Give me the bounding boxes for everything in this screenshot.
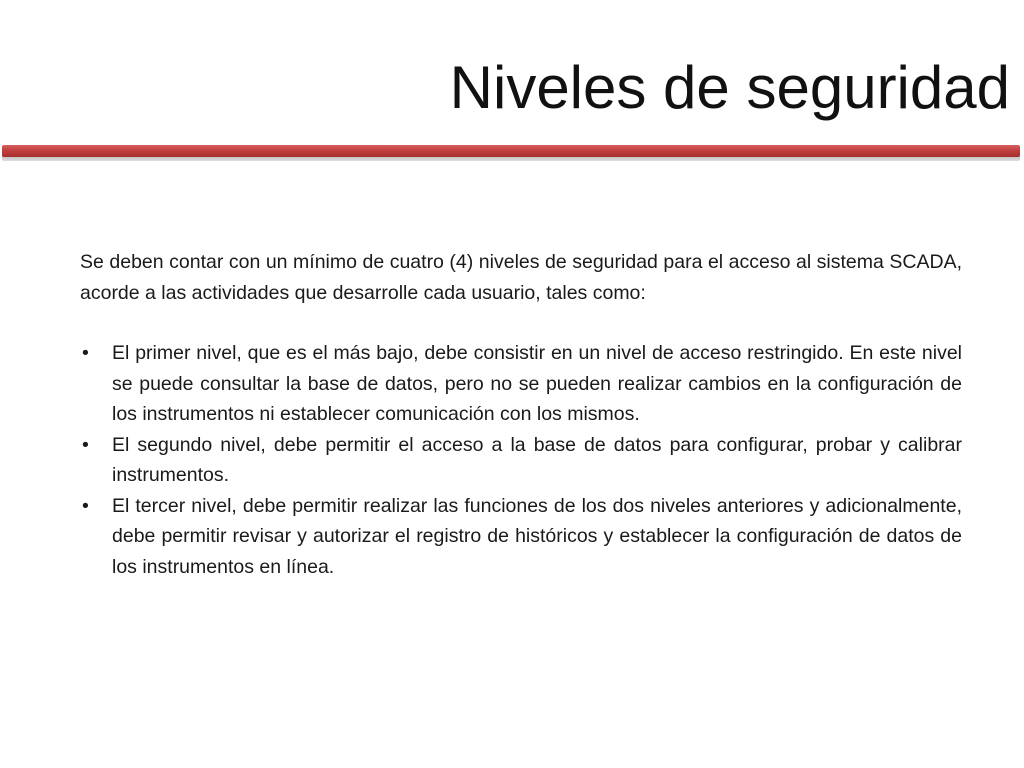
title-divider	[2, 145, 1020, 163]
list-item	[80, 491, 962, 583]
slide-body	[80, 247, 962, 582]
list-item-text: El segundo nivel, debe permitir el acceso a la base de datos para configurar, probar y calibrar instrumentos.	[112, 433, 962, 486]
list-item	[80, 338, 962, 430]
bullet-icon: •	[82, 433, 89, 456]
slide-title: Niveles de seguridad	[449, 54, 1010, 121]
list-item-text: El primer nivel, que es el más bajo, debe consistir en un nivel de acceso restringido. En este nivel se puede consultar la base de datos, pero no se pueden realizar cambios en la configuración de los instrumentos ni establecer comunicación con los mismos.	[112, 342, 962, 425]
bullet-icon: •	[82, 494, 89, 517]
list-item	[80, 430, 962, 491]
paragraph-spacer	[80, 308, 962, 338]
bullet-icon: •	[82, 342, 89, 364]
intro-paragraph: Se deben contar con un mínimo de cuatro (4) niveles de seguridad para el acceso al sistema SCADA, acorde a las actividades que desarrolle cada usuario, tales como:	[80, 251, 962, 304]
security-levels-list	[80, 338, 962, 582]
list-item-text: El tercer nivel, debe permitir realizar las funciones de los dos niveles anteriores y adicionalmente, debe permitir revisar y autorizar el registro de históricos y establecer la configuración de datos de los instrumentos en línea.	[112, 494, 962, 578]
title-divider-bar	[2, 145, 1020, 157]
